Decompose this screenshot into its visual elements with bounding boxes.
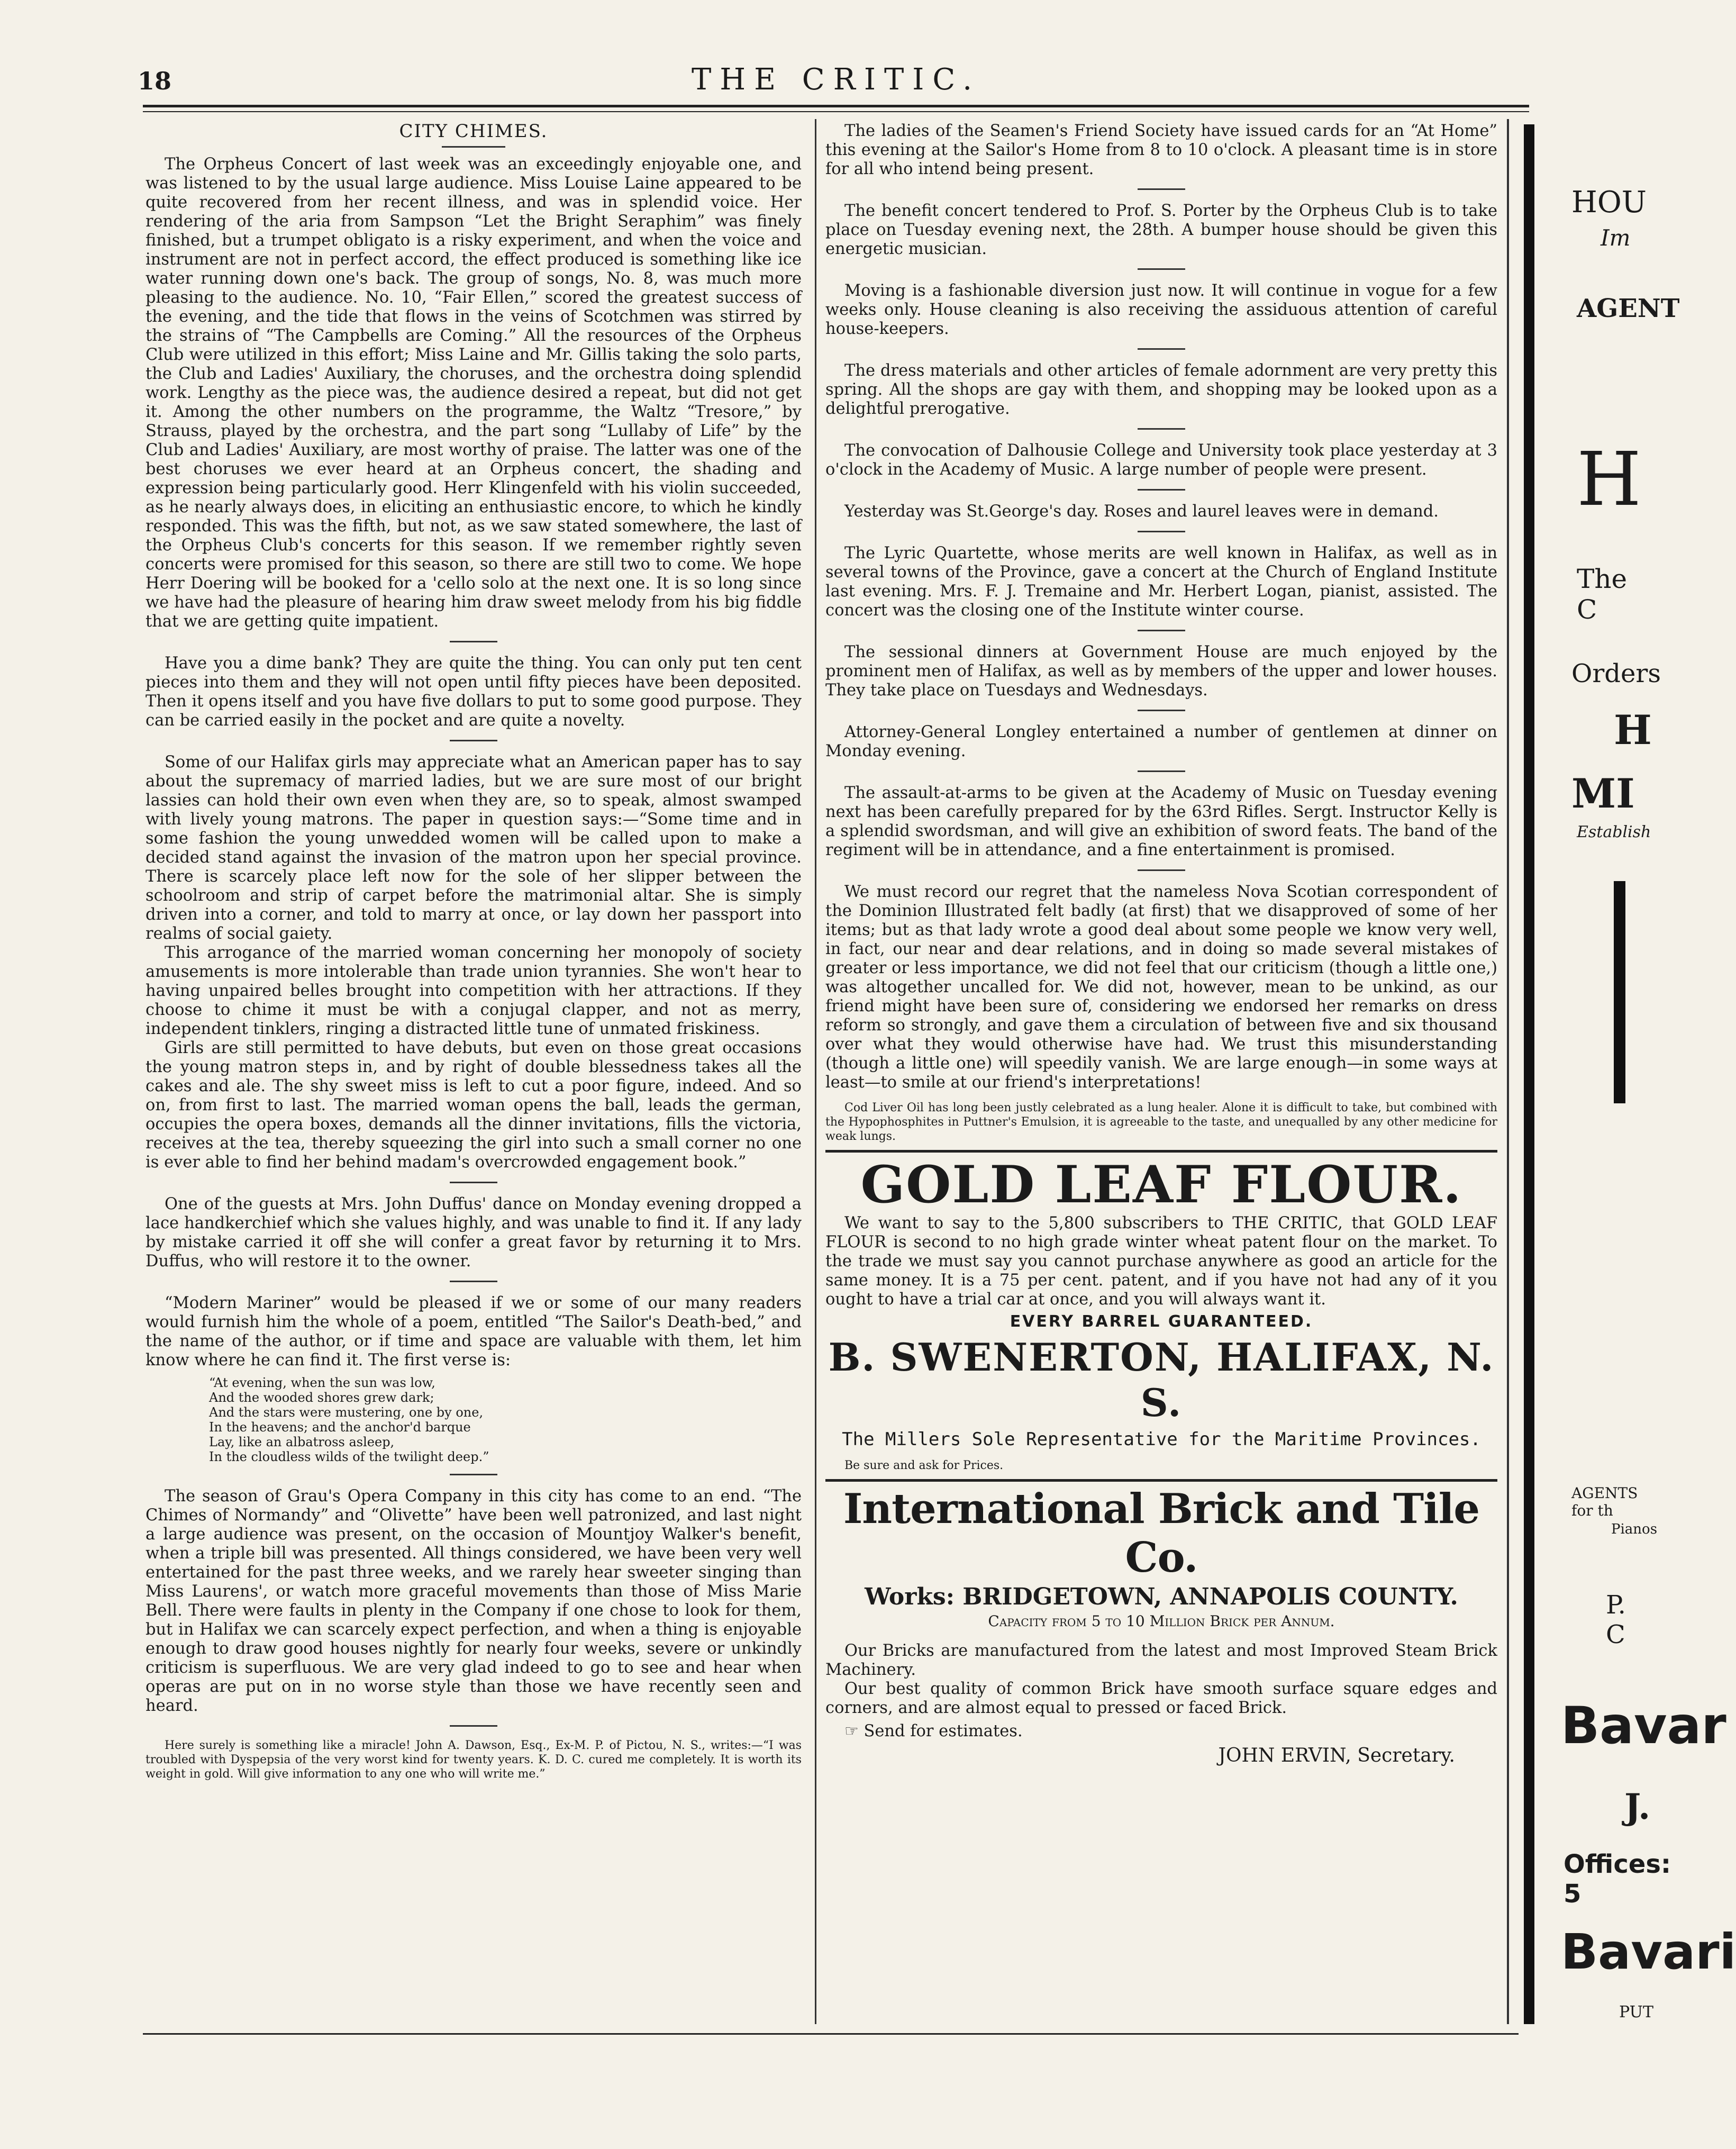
paragraph: The season of Grau's Opera Company in this city has come to an end. “The Chimes of Normandy” and “Olivette” have been well patronized, and last night a large audience was present, on the occasion of Mountjoy Walker's benefit, when a triple bill was presented. All things considered, we have been very well entertained for the past three weeks, and we rarely hear sweeter singing than Miss Laurens', or watch more graceful movements than those of Miss Marie Bell. There were faults in plenty in the Company if one chose to look for them, but in Halifax we can scarcely expect perfection, and when a thing is enjoyable enough to draw good houses nightly for nearly four weeks, severe or unkindly criticism is superfluous. We are very glad indeed to go to see and hear when operas are put on in no worse style than those we have recently seen and heard.: [146, 1487, 802, 1715]
paragraph: Some of our Halifax girls may appreciate what an American paper has to say about the supremacy of married ladies, but we are sure most of our bright lassies can hold their own even when they are, so to speak, almost swamped with lively young matrons. The paper in question says:—“Some time and in some fashion the young unwedded women will be called upon to make a decided stand against the invasion of the matron upon her special province. There is scarcely place left now for the sole of her slipper between the schoolroom and strip of carpet before the matrimonial altar. She is simply driven into a corner, and told to marry at once, or lay down her passport into realms of social gaiety.: [146, 753, 802, 943]
paragraph: Girls are still permitted to have debuts, but even on those great occasions the young matron steps in, and by right of double blessedness takes all the cakes and ale. The shy sweet miss is left to cut a poor figure, indeed. And so on, from first to last. The married woman opens the ball, leads the german, occupies the opera boxes, demands all the dinner invitations, fills the victoria, receives at the tea, thereby squeezing the girl into such a small corner no one is ever able to find her behind madam's overcrowded engagement book.”: [146, 1039, 802, 1172]
cod-liver-advertisement: Cod Liver Oil has long been justly celebrated as a lung healer. Alone it is difficult to take, but combined with the Hypophosphites in Puttner's Emulsion, it is agreeable to the taste, and unequalled by any other medicine for weak lungs.: [825, 1101, 1497, 1143]
poem-line: And the stars were mustering, one by one,: [209, 1405, 484, 1420]
news-item: Yesterday was St.George's day. Roses and laurel leaves were in demand.: [844, 502, 1439, 521]
brick-paragraph: Our Bricks are manufactured from the latest and most Improved Steam Brick Machinery.: [825, 1642, 1497, 1679]
strip-fragment: Bavari: [1561, 1924, 1736, 1980]
news-item: Moving is a fashionable diversion just now. It will continue in vogue for a few weeks only. House cleaning is also receiving the assiduous attention of careful house-keepers.: [825, 282, 1497, 338]
left-column: [146, 122, 802, 1781]
paragraph: This arrogance of the married woman concerning her monopoly of society amusements is more intolerable than trade union tyrannies. She won't hear to having unpaired belles brought into competition with her attractions. If they choose to chime it must be with a conjugal clapper, and not as merry, independent tinklers, ringing a distracted little tune of unmated friskiness.: [146, 944, 802, 1038]
news-item: Attorney-General Longley entertained a number of gentlemen at dinner on Monday evening.: [825, 723, 1497, 760]
paragraph: One of the guests at Mrs. John Duffus' dance on Monday evening dropped a lace handkerchief which she values highly, and was unable to find it. If any lady by mistake carried it off she will confer a great favor by returning it to Mrs. Duffus, who will restore it to the owner.: [146, 1195, 802, 1271]
brick-capacity: Capacity from 5 to 10 Million Brick per Annum.: [988, 1612, 1335, 1630]
separator: [450, 641, 497, 642]
bottom-rule: [143, 2033, 1519, 2035]
column-divider: [815, 119, 816, 2024]
strip-fragment: H: [1614, 706, 1652, 754]
strip-fragment: Establish: [1577, 823, 1651, 841]
brick-signature: JOHN ERVIN, Secretary.: [1218, 1745, 1455, 1766]
news-item: The convocation of Dalhousie College and University took place yesterday at 3 o'clock in the Academy of Music. A large number of people were present.: [825, 441, 1497, 479]
strip-fragment: HOU: [1571, 185, 1647, 220]
header-rule-thick: [143, 105, 1529, 107]
poem-line: And the wooded shores grew dark;: [209, 1390, 434, 1405]
separator: [450, 1725, 497, 1727]
poem-line: In the heavens; and the anchor'd barque: [209, 1420, 471, 1435]
poem-verse: [209, 1375, 802, 1464]
brick-advertisement: [825, 1479, 1497, 1765]
strip-fragment: The C: [1577, 564, 1628, 625]
gold-leaf-note: Be sure and ask for Prices.: [844, 1459, 1004, 1472]
adjacent-page-strip: [1519, 119, 1736, 2024]
right-column: [825, 122, 1497, 1765]
page-number: 18: [138, 67, 172, 95]
news-item: The ladies of the Seamen's Friend Society have issued cards for an “At Home” this evening at the Sailor's Home from 8 to 10 o'clock. A pleasant time is in store for all who intend being present.: [825, 122, 1497, 178]
page-header: [138, 62, 1534, 99]
separator: [1138, 630, 1185, 631]
strip-fragment: AGENT: [1577, 294, 1680, 323]
strip-fragment: J.: [1624, 1786, 1651, 1827]
right-border: [1507, 119, 1509, 2024]
gold-leaf-advertisement: [825, 1150, 1497, 1473]
section-heading: CITY CHIMES.: [399, 121, 548, 142]
strip-fragment: Im: [1601, 225, 1631, 251]
brick-title: International Brick and Tile Co.: [843, 1485, 1480, 1582]
separator: [1138, 531, 1185, 532]
kdc-advertisement: Here surely is something like a miracle! John A. Dawson, Esq., Ex-M. P. of Pictou, N. S., writes:—“I was troubled with Dyspepsia of the very worst kind for twenty years. K. D. C. cured me completely. It is worth its weight in gold. Will give information to any one who will write me.”: [146, 1739, 802, 1781]
strip-fragment: PUT: [1619, 2003, 1653, 2021]
separator: [450, 1281, 497, 1282]
separator: [1138, 710, 1185, 711]
news-item: We must record our regret that the nameless Nova Scotian correspondent of the Dominion Illustrated felt badly (at first) that we disapproved of some of her items; but as that lady wrote a good deal about some people we know very well, in fact, our near and dear relations, and in doing so made several mistakes of greater or less importance, we did not feel that our criticism (though a little one,) was altogether uncalled for. We did not, however, mean to be unkind, as our friend might have been sure of, considering we endorsed her remarks on dress reform so strongly, and gave them a circulation of between five and six thousand over what they would otherwise have had. We trust this misunderstanding (though a little one) will speedily vanish. We are large enough—in some ways at least—to smile at our friend's interpretations!: [825, 883, 1497, 1092]
strip-fragment: P. C: [1606, 1590, 1626, 1649]
separator: [1138, 489, 1185, 491]
strip-fragment: AGENTS for th: [1571, 1484, 1638, 1519]
gold-leaf-guarantee: EVERY BARREL GUARANTEED.: [1010, 1312, 1313, 1331]
separator: [1138, 869, 1185, 871]
header-rule-thin: [143, 111, 1529, 112]
separator: [1138, 188, 1185, 190]
poem-line: In the cloudless wilds of the twilight deep.”: [209, 1449, 489, 1464]
gold-leaf-title: GOLD LEAF FLOUR.: [860, 1155, 1462, 1214]
heading-separator: [442, 146, 505, 148]
separator: [1138, 348, 1185, 350]
gold-leaf-body: We want to say to the 5,800 subscribers to THE CRITIC, that GOLD LEAF FLOUR is second to no high grade winter wheat patent flour on the market. To the trade we must say you cannot purchase anywhere as good an article for the same money. It is a 75 per cent. patent, and if you have not had any of it you ought to have a trial car at once, and you will always want it.: [825, 1214, 1497, 1309]
strip-fragment: Orders: [1571, 659, 1661, 688]
news-item: The Lyric Quartette, whose merits are well known in Halifax, as well as in several towns of the Province, gave a concert at the Church of England Institute last evening. Mrs. F. J. Tremaine and Mr. Herbert Logan, pianist, assisted. The concert was the closing one of the Institute winter course.: [825, 544, 1497, 620]
paragraph: Have you a dime bank? They are quite the thing. You can only put ten cent pieces into them and they will not open until fifty pieces have been deposited. Then it opens itself and you have five dollars to put to some good purpose. They can be carried easily in the pocket and are quite a novelty.: [146, 654, 802, 730]
strip-fragment: Pianos: [1611, 1521, 1658, 1537]
strip-fragment: Bavar: [1561, 1696, 1726, 1755]
pointing-hand-icon: ☞: [844, 1722, 864, 1740]
news-item: The benefit concert tendered to Prof. S. Porter by the Orpheus Club is to take place on Tuesday evening next, the 28th. A bumper house should be given this energetic musician.: [825, 202, 1497, 258]
separator: [450, 740, 497, 741]
poem-line: Lay, like an albatross asleep,: [209, 1435, 395, 1449]
news-item: The dress materials and other articles of female adornment are very pretty this spring. All the shops are gay with them, and shopping may be looked upon as a delightful prerogative.: [825, 361, 1497, 418]
brick-paragraph: Our best quality of common Brick have smooth surface square edges and corners, and are almost equal to pressed or faced Brick.: [825, 1680, 1497, 1717]
news-item: The sessional dinners at Government House are much enjoyed by the prominent men of Halifax, as well as by members of the upper and lower houses. They take place on Tuesdays and Wednesdays.: [825, 643, 1497, 700]
brick-estimates-text: Send for estimates.: [864, 1722, 1023, 1740]
separator: [1138, 428, 1185, 430]
gold-leaf-seller: B. SWENERTON, HALIFAX, N. S.: [828, 1335, 1495, 1425]
adjacent-border-bar: [1524, 124, 1534, 2024]
gold-leaf-representative: The Millers Sole Representative for the Maritime Provinces.: [842, 1429, 1481, 1450]
strip-fragment: H: [1577, 437, 1642, 523]
paragraph: The Orpheus Concert of last week was an exceedingly enjoyable one, and was listened to by the usual large audience. Miss Louise Laine appeared to be quite recovered from her recent illness, and was in splendid voice. Her rendering of the aria from Sampson “Let the Bright Seraphim” was finely finished, but a trumpet obligato is a risky experiment, and when the voice and instrument are not in perfect accord, the effect produced is something like ice water running down one's back. The group of songs, No. 8, was much more pleasing to the audience. No. 10, “Fair Ellen,” scored the greatest success of the evening, and the tide that flows in the veins of Scotchmen was stirred by the strains of “The Campbells are Coming.” All the resources of the Orpheus Club were utilized in this effort; Miss Laine and Mr. Gillis taking the solo parts, the Club and Ladies' Auxiliary, the choruses, and the orchestra doing splendid work. Lengthy as the piece was, the audience desired a repeat, but did not get it. Among the other numbers on the programme, the Waltz “Tresore,” by Strauss, played by the orchestra, and the part song “Lullaby of Life” by the Club and Ladies' Auxiliary, are most worthy of praise. The latter was one of the best choruses we ever heard at an Orpheus concert, the shading and expression being particularly good. Herr Klingenfeld with his violin succeeded, as he nearly always does, in eliciting an enthusiastic encore, to which he kindly responded. This was the fifth, but not, as we saw stated somewhere, the last of the Orpheus Club's concerts for this season. If we remember rightly seven concerts were promised for this season, so there are still two to come. We hope Herr Doering will be booked for a 'cello solo at the next one. It is so long since we have had the pleasure of hearing him draw sweet melody from his big fiddle that we are getting quite impatient.: [146, 155, 802, 631]
separator: [450, 1474, 497, 1475]
brick-works: Works: BRIDGETOWN, ANNAPOLIS COUNTY.: [865, 1583, 1458, 1610]
strip-fragment: MI: [1571, 770, 1635, 817]
separator: [450, 1182, 497, 1183]
brick-estimates: [825, 1722, 1497, 1741]
separator: [1138, 268, 1185, 270]
separator: [1138, 770, 1185, 772]
news-item: The assault-at-arms to be given at the Academy of Music on Tuesday evening next has been carefully prepared for by the 63rd Rifles. Sergt. Instructor Kelly is a splendid swordsman, and will give an exhibition of sword feats. The band of the regiment will be in attendance, and a fine entertainment is promised.: [825, 784, 1497, 859]
strip-black-bar: [1614, 881, 1625, 1103]
strip-fragment: Offices: 5: [1564, 1849, 1671, 1909]
masthead-title: THE CRITIC.: [691, 62, 981, 97]
paragraph: “Modern Mariner” would be pleased if we or some of our many readers would furnish him the whole of a poem, entitled “The Sailor's Death-bed,” and the name of the author, or if time and space are valuable with them, let him know where he can find it. The first verse is:: [146, 1294, 802, 1370]
poem-line: “At evening, when the sun was low,: [209, 1375, 435, 1390]
